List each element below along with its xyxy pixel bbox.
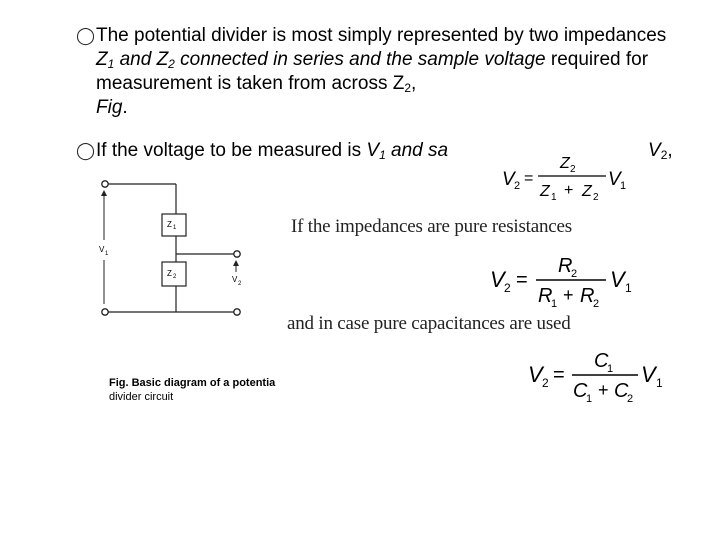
eq3-lhs-sub: 2 [542,376,549,390]
eq2-lhs: V [490,267,505,292]
eq3-den-b-sub: 2 [627,393,634,405]
equation-2 [488,250,638,310]
eq1-den-b: Z [582,183,592,200]
eq2-den-b: R [580,285,595,307]
z1-label-sub: 1 [173,225,177,231]
eq1-equals: = [524,170,534,187]
bullet-2-text: If the voltage to be measured is $V_1$ and sa [96,140,449,162]
eq3-den-op: + [598,380,609,400]
v2-label: V [232,275,238,284]
caption-line-1: Fig. Basic diagram of a potentia [109,377,276,389]
eq3-den-b: C [614,380,629,402]
eq3-equals: = [553,364,565,386]
hollow-bullet-icon: ◯ [76,26,96,45]
terminal-right-top-icon [234,251,240,257]
eq3-lhs: V [528,362,543,387]
eq2-num-sub: 2 [571,268,578,280]
eq3-num: C [594,350,609,372]
eq1-lhs: V [502,169,515,190]
eq1-num: Z [560,155,570,172]
eq2-den-op: + [563,285,574,305]
eq3-num-sub: 1 [607,363,614,375]
eq2-lhs-sub: 2 [504,281,511,295]
hollow-bullet-icon: ◯ [76,141,96,160]
terminal-bottom-left-icon [102,309,108,315]
z2-label-sub: 2 [173,274,177,280]
eq2-den-a-sub: 1 [551,298,558,310]
eq2-rhs: V [610,267,625,292]
eq1-num-sub: 2 [570,164,576,175]
z1-label: Z [167,220,172,229]
equation-1-svg [498,150,630,202]
z2-label: Z [167,269,172,278]
v1-label: V [99,245,105,254]
caption-line-2: divider circuit [109,391,174,403]
eq1-den-a-sub: 1 [551,192,557,202]
equation-1 [498,150,630,202]
eq1-den-a: Z [540,183,550,200]
pure-capacitances-text: and in case pure capacitances are used [287,313,571,334]
eq2-den-b-sub: 2 [593,298,600,310]
eq3-rhs: V [641,362,656,387]
eq3-den-a: C [573,380,588,402]
equation-3 [526,345,666,405]
eq1-den-op: + [564,182,574,199]
v2-label-sub: 2 [238,281,242,287]
eq2-equals: = [516,269,528,291]
eq3-den-a-sub: 1 [586,393,593,405]
eq2-den-a: R [538,285,553,307]
v2-arrow-up-icon [233,260,239,266]
terminal-right-bottom-icon [234,309,240,315]
v1-arrow-up-icon [101,190,107,196]
eq2-num: R [558,255,573,277]
eq2-rhs-sub: 1 [625,281,632,295]
eq1-rhs-sub: 1 [620,180,627,192]
bullet-2-tail: $V_2$, [648,140,673,162]
eq1-lhs-sub: 2 [514,180,521,192]
circuit-diagram [96,176,256,341]
eq3-rhs-sub: 1 [656,376,663,390]
pure-resistances-text: If the impedances are pure resistances [291,216,572,237]
terminal-top-left-icon [102,181,108,187]
v1-label-sub: 1 [105,251,109,257]
eq1-rhs: V [608,169,621,190]
bullet-1-text: The potential divider is most simply represented by two impedances $Z_1$ and $Z_2$ connected in series and the sample voltage required for measurement is taken from across $Z_2$, Fig. [96,25,667,118]
bullet-1 [78,24,688,120]
eq1-den-b-sub: 2 [593,192,599,202]
figure-caption [109,376,289,404]
